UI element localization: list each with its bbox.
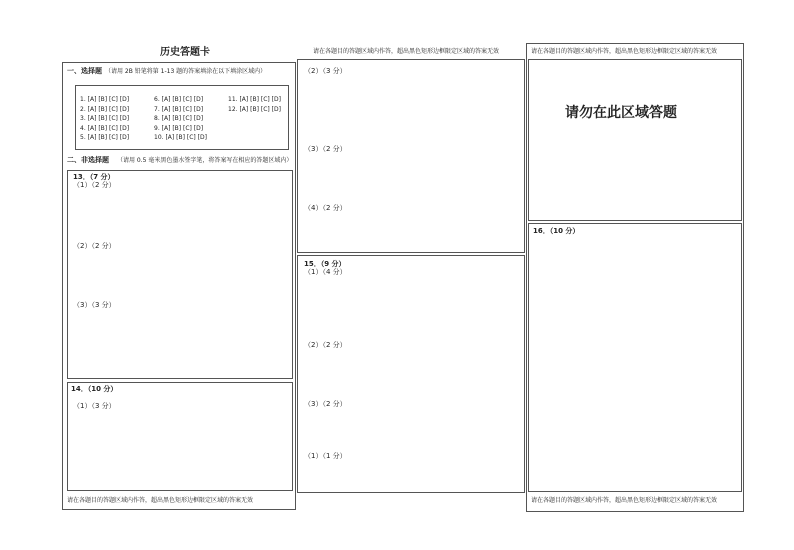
mcq-item-12[interactable]: 12. [A] [B] [C] [D]: [228, 105, 281, 113]
q16-title: 16．（10 分）: [533, 227, 580, 235]
q13-part1: （1）（2 分）: [73, 181, 116, 189]
q13-title: 13．（7 分）: [73, 173, 115, 181]
section1-heading: 一、选择题: [67, 67, 102, 75]
mcq-item-9[interactable]: 9. [A] [B] [C] [D]: [154, 124, 204, 132]
mcq-empty: [228, 115, 302, 123]
section2-note: （请用 0.5 毫米黑色墨水签字笔，将答案写在相应的答题区域内）: [117, 157, 293, 164]
q14-part2: （2）（3 分）: [304, 67, 347, 75]
mcq-item-8[interactable]: 8. [A] [B] [C] [D]: [154, 115, 204, 122]
mcq-item-11[interactable]: 11. [A] [B] [C] [D]: [228, 96, 281, 103]
mcq-item-2[interactable]: 2. [A] [B] [C] [D]: [80, 105, 130, 113]
q14-part3: （3）（2 分）: [304, 145, 347, 153]
q15-title: 15．（9 分）: [304, 260, 346, 268]
answer-sheet-title: 历史答题卡: [160, 47, 210, 58]
mcq-item-10[interactable]: 10. [A] [B] [C] [D]: [154, 134, 207, 141]
q13-part2: （2）（2 分）: [73, 242, 116, 250]
mcq-item-1[interactable]: 1. [A] [B] [C] [D]: [80, 96, 130, 103]
mcq-grid: [80, 96, 302, 142]
q14-part1: （1）（3 分）: [73, 402, 116, 410]
q15-part4: （1）（1 分）: [304, 452, 347, 460]
q15-part2: （2）（2 分）: [304, 341, 347, 349]
mcq-item-5[interactable]: 5. [A] [B] [C] [D]: [80, 134, 130, 141]
mcq-empty: [228, 125, 302, 133]
panel3-footer: 请在各题目的答题区域内作答，超出黑色矩形边框限定区域的答案无效: [531, 497, 718, 504]
q14-continued-box[interactable]: [297, 59, 525, 253]
mcq-item-6[interactable]: 6. [A] [B] [C] [D]: [154, 96, 204, 103]
no-answer-zone: [528, 59, 742, 221]
panel2-header: 请在各题目的答题区域内作答，超出黑色矩形边框限定区域的答案无效: [313, 48, 500, 55]
q16-answer-box[interactable]: [528, 223, 742, 492]
section2-heading: 二、非选择题: [67, 156, 109, 164]
q13-part3: （3）（3 分）: [73, 301, 116, 309]
q14-title: 14．（10 分）: [71, 385, 118, 393]
q14-answer-box[interactable]: [67, 382, 293, 491]
q15-part1: （1）（4 分）: [304, 268, 347, 276]
q15-part3: （3）（2 分）: [304, 400, 347, 408]
q13-answer-box[interactable]: [67, 170, 293, 379]
mcq-empty: [228, 134, 302, 142]
panel1-footer: 请在各题目的答题区域内作答，超出黑色矩形边框限定区域的答案无效: [67, 497, 254, 504]
panel3-header: 请在各题目的答题区域内作答，超出黑色矩形边框限定区域的答案无效: [531, 48, 718, 55]
no-answer-label: 请勿在此区域答题: [565, 105, 677, 121]
section1-note: （请用 2B 铅笔将第 1-13 题的答案填涂在以下填涂区域内）: [105, 68, 267, 75]
q14-part4: （4）（2 分）: [304, 204, 347, 212]
mcq-item-4[interactable]: 4. [A] [B] [C] [D]: [80, 124, 130, 132]
mcq-item-3[interactable]: 3. [A] [B] [C] [D]: [80, 115, 130, 122]
mcq-item-7[interactable]: 7. [A] [B] [C] [D]: [154, 105, 204, 113]
